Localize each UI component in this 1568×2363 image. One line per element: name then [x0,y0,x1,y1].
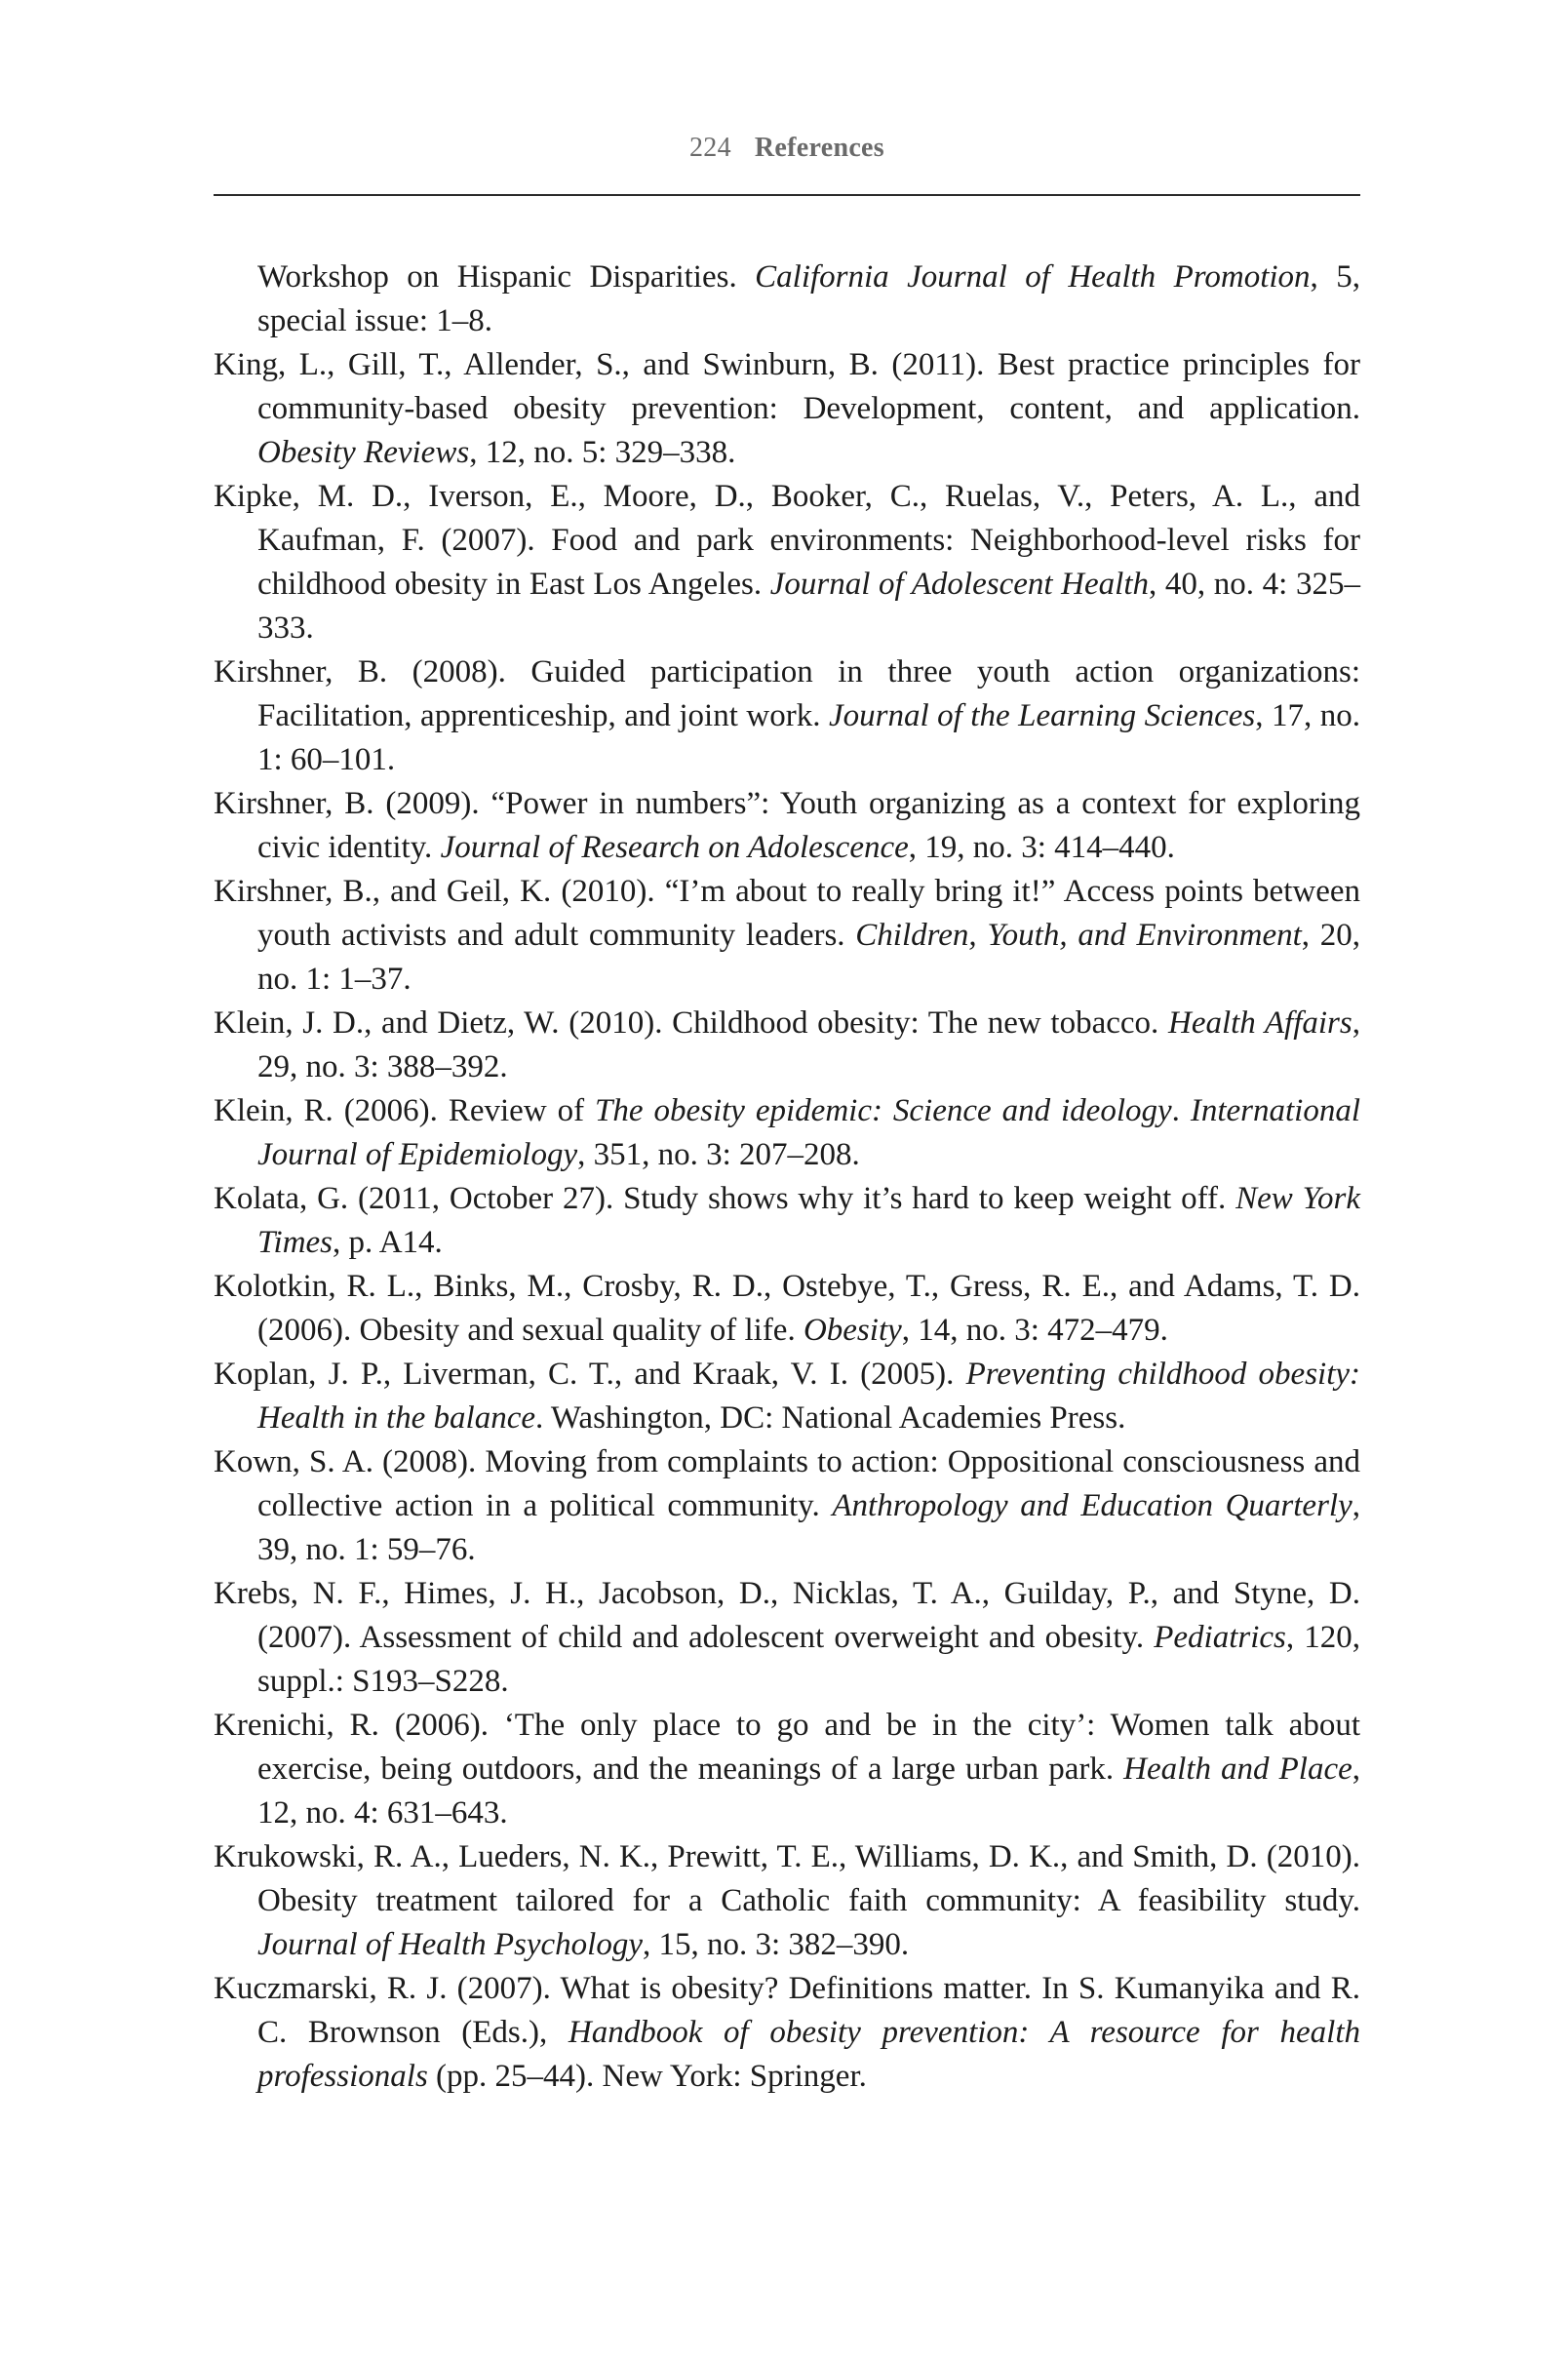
running-header [214,133,1360,164]
reference-title-italic: Handbook of obesity prevention: A resource for health professionals [257,2015,1361,2094]
reference-entry [214,1265,1360,1353]
reference-text: (pp. 25–44). New York: Springer. [427,2059,867,2094]
reference-title-italic: Journal of Health Psychology [257,1927,644,1962]
reference-text: Krenichi, R. (2006). ‘The only place to go and be in the city’: Women talk about exercise, being outdoors, and the meanings of a large urban park. [214,1708,1360,1787]
reference-list [214,256,1360,2099]
reference-entry [214,1572,1360,1704]
reference-entry [214,1704,1360,1835]
reference-text: . [1171,1093,1191,1128]
reference-text: Kolata, G. (2011, October 27). Study shows why it’s hard to keep weight off. [214,1181,1236,1216]
reference-text: Klein, R. (2006). Review of [214,1093,596,1128]
reference-text: Kirshner, B. (2009). “Power in numbers”: Youth organizing as a context for exploring civic identity. [214,786,1360,865]
reference-entry [214,782,1360,870]
reference-text: , 14, no. 3: 472–479. [901,1313,1168,1348]
reference-text: , 12, no. 5: 329–338. [469,435,736,470]
reference-text: Workshop on Hispanic Disparities. [257,259,756,295]
reference-title-italic: Health and Place [1123,1752,1352,1787]
reference-text: Kown, S. A. (2008). Moving from complaints to action: Oppositional consciousness and collective action in a political community. [214,1444,1360,1523]
reference-entry [214,1353,1360,1440]
reference-text: , 351, no. 3: 207–208. [577,1137,860,1172]
reference-text: , 5, special issue: 1–8. [257,259,1360,338]
reference-text: , 29, no. 3: 388–392. [257,1005,1360,1084]
reference-title-italic: California Journal of Health Promotion [755,259,1311,295]
reference-entry [214,1440,1360,1572]
reference-text: Kirshner, B., and Geil, K. (2010). “I’m about to really bring it!” Access points between youth activists and adult community leaders. [214,874,1360,953]
reference-text: Kuczmarski, R. J. (2007). What is obesity? Definitions matter. In S. Kumanyika and R. C. Brownson (Eds.), [214,1971,1360,2050]
reference-entry-continuation [214,256,1360,343]
reference-entry [214,650,1360,782]
running-title: References [754,133,884,163]
reference-text: King, L., Gill, T., Allender, S., and Swinburn, B. (2011). Best practice principles for community-based obesity prevention: Development, content, and application. [214,347,1360,426]
reference-text: Krukowski, R. A., Lueders, N. K., Prewitt, T. E., Williams, D. K., and Smith, D. (2010). Obesity treatment tailored for a Catholic faith community: A feasibility study. [214,1839,1360,1918]
reference-title-italic: Health Affairs [1167,1005,1352,1041]
header-rule [214,194,1360,196]
reference-title-italic: Obesity Reviews [257,435,470,470]
reference-text: , 15, no. 3: 382–390. [643,1927,910,1962]
reference-entry [214,1835,1360,1967]
reference-entry [214,1967,1360,2099]
reference-text: , 120, suppl.: S193–S228. [257,1620,1360,1699]
page-number: 224 [689,133,731,163]
reference-title-italic: Pediatrics [1154,1620,1286,1655]
reference-title-italic: Journal of Research on Adolescence [440,830,909,865]
reference-title-italic: Children, Youth, and Environment [855,918,1302,953]
reference-text: Kolotkin, R. L., Binks, M., Crosby, R. D., Ostebye, T., Gress, R. E., and Adams, T. D. (2006). Obesity and sexual quality of life. [214,1269,1360,1348]
reference-text: , 39, no. 1: 59–76. [257,1488,1360,1567]
reference-title-italic: Journal of the Learning Sciences [828,698,1256,733]
reference-title-italic: New York Times [257,1181,1360,1260]
reference-text: Kipke, M. D., Iverson, E., Moore, D., Booker, C., Ruelas, V., Peters, A. L., and Kaufman, F. (2007). Food and park environments: Neighborhood-level risks for childhood obesity in East Los Angeles. [214,479,1360,602]
reference-entry [214,870,1360,1002]
reference-text: , 40, no. 4: 325–333. [257,567,1361,646]
reference-title-italic: Obesity [803,1313,902,1348]
reference-text: , 12, no. 4: 631–643. [257,1752,1361,1831]
reference-entry [214,475,1360,650]
reference-title-italic: Anthropology and Education Quarterly [832,1488,1352,1523]
reference-entry [214,343,1360,475]
reference-text: Krebs, N. F., Himes, J. H., Jacobson, D., Nicklas, T. A., Guilday, P., and Styne, D. (2007). Assessment of child and adolescent overweight and obesity. [214,1576,1360,1655]
reference-text: Kirshner, B. (2008). Guided participation in three youth action organizations: Facilitation, apprenticeship, and joint work. [214,654,1360,733]
reference-entry [214,1089,1360,1177]
reference-text: , 17, no. 1: 60–101. [257,698,1360,777]
reference-text: Klein, J. D., and Dietz, W. (2010). Childhood obesity: The new tobacco. [214,1005,1168,1041]
reference-text: Koplan, J. P., Liverman, C. T., and Kraak, V. I. (2005). [214,1357,966,1392]
reference-title-italic: The obesity epidemic: Science and ideology [595,1093,1172,1128]
reference-entry [214,1002,1360,1089]
reference-entry [214,1177,1360,1265]
reference-text: , 20, no. 1: 1–37. [257,918,1360,997]
reference-text: . Washington, DC: National Academies Press. [535,1400,1126,1436]
reference-title-italic: Journal of Adolescent Health [769,567,1149,602]
reference-title-italic: Preventing childhood obesity: Health in the balance [257,1357,1361,1436]
reference-text: , p. A14. [333,1225,443,1260]
reference-text: , 19, no. 3: 414–440. [908,830,1175,865]
reference-title-italic: International Journal of Epidemiology [257,1093,1360,1172]
